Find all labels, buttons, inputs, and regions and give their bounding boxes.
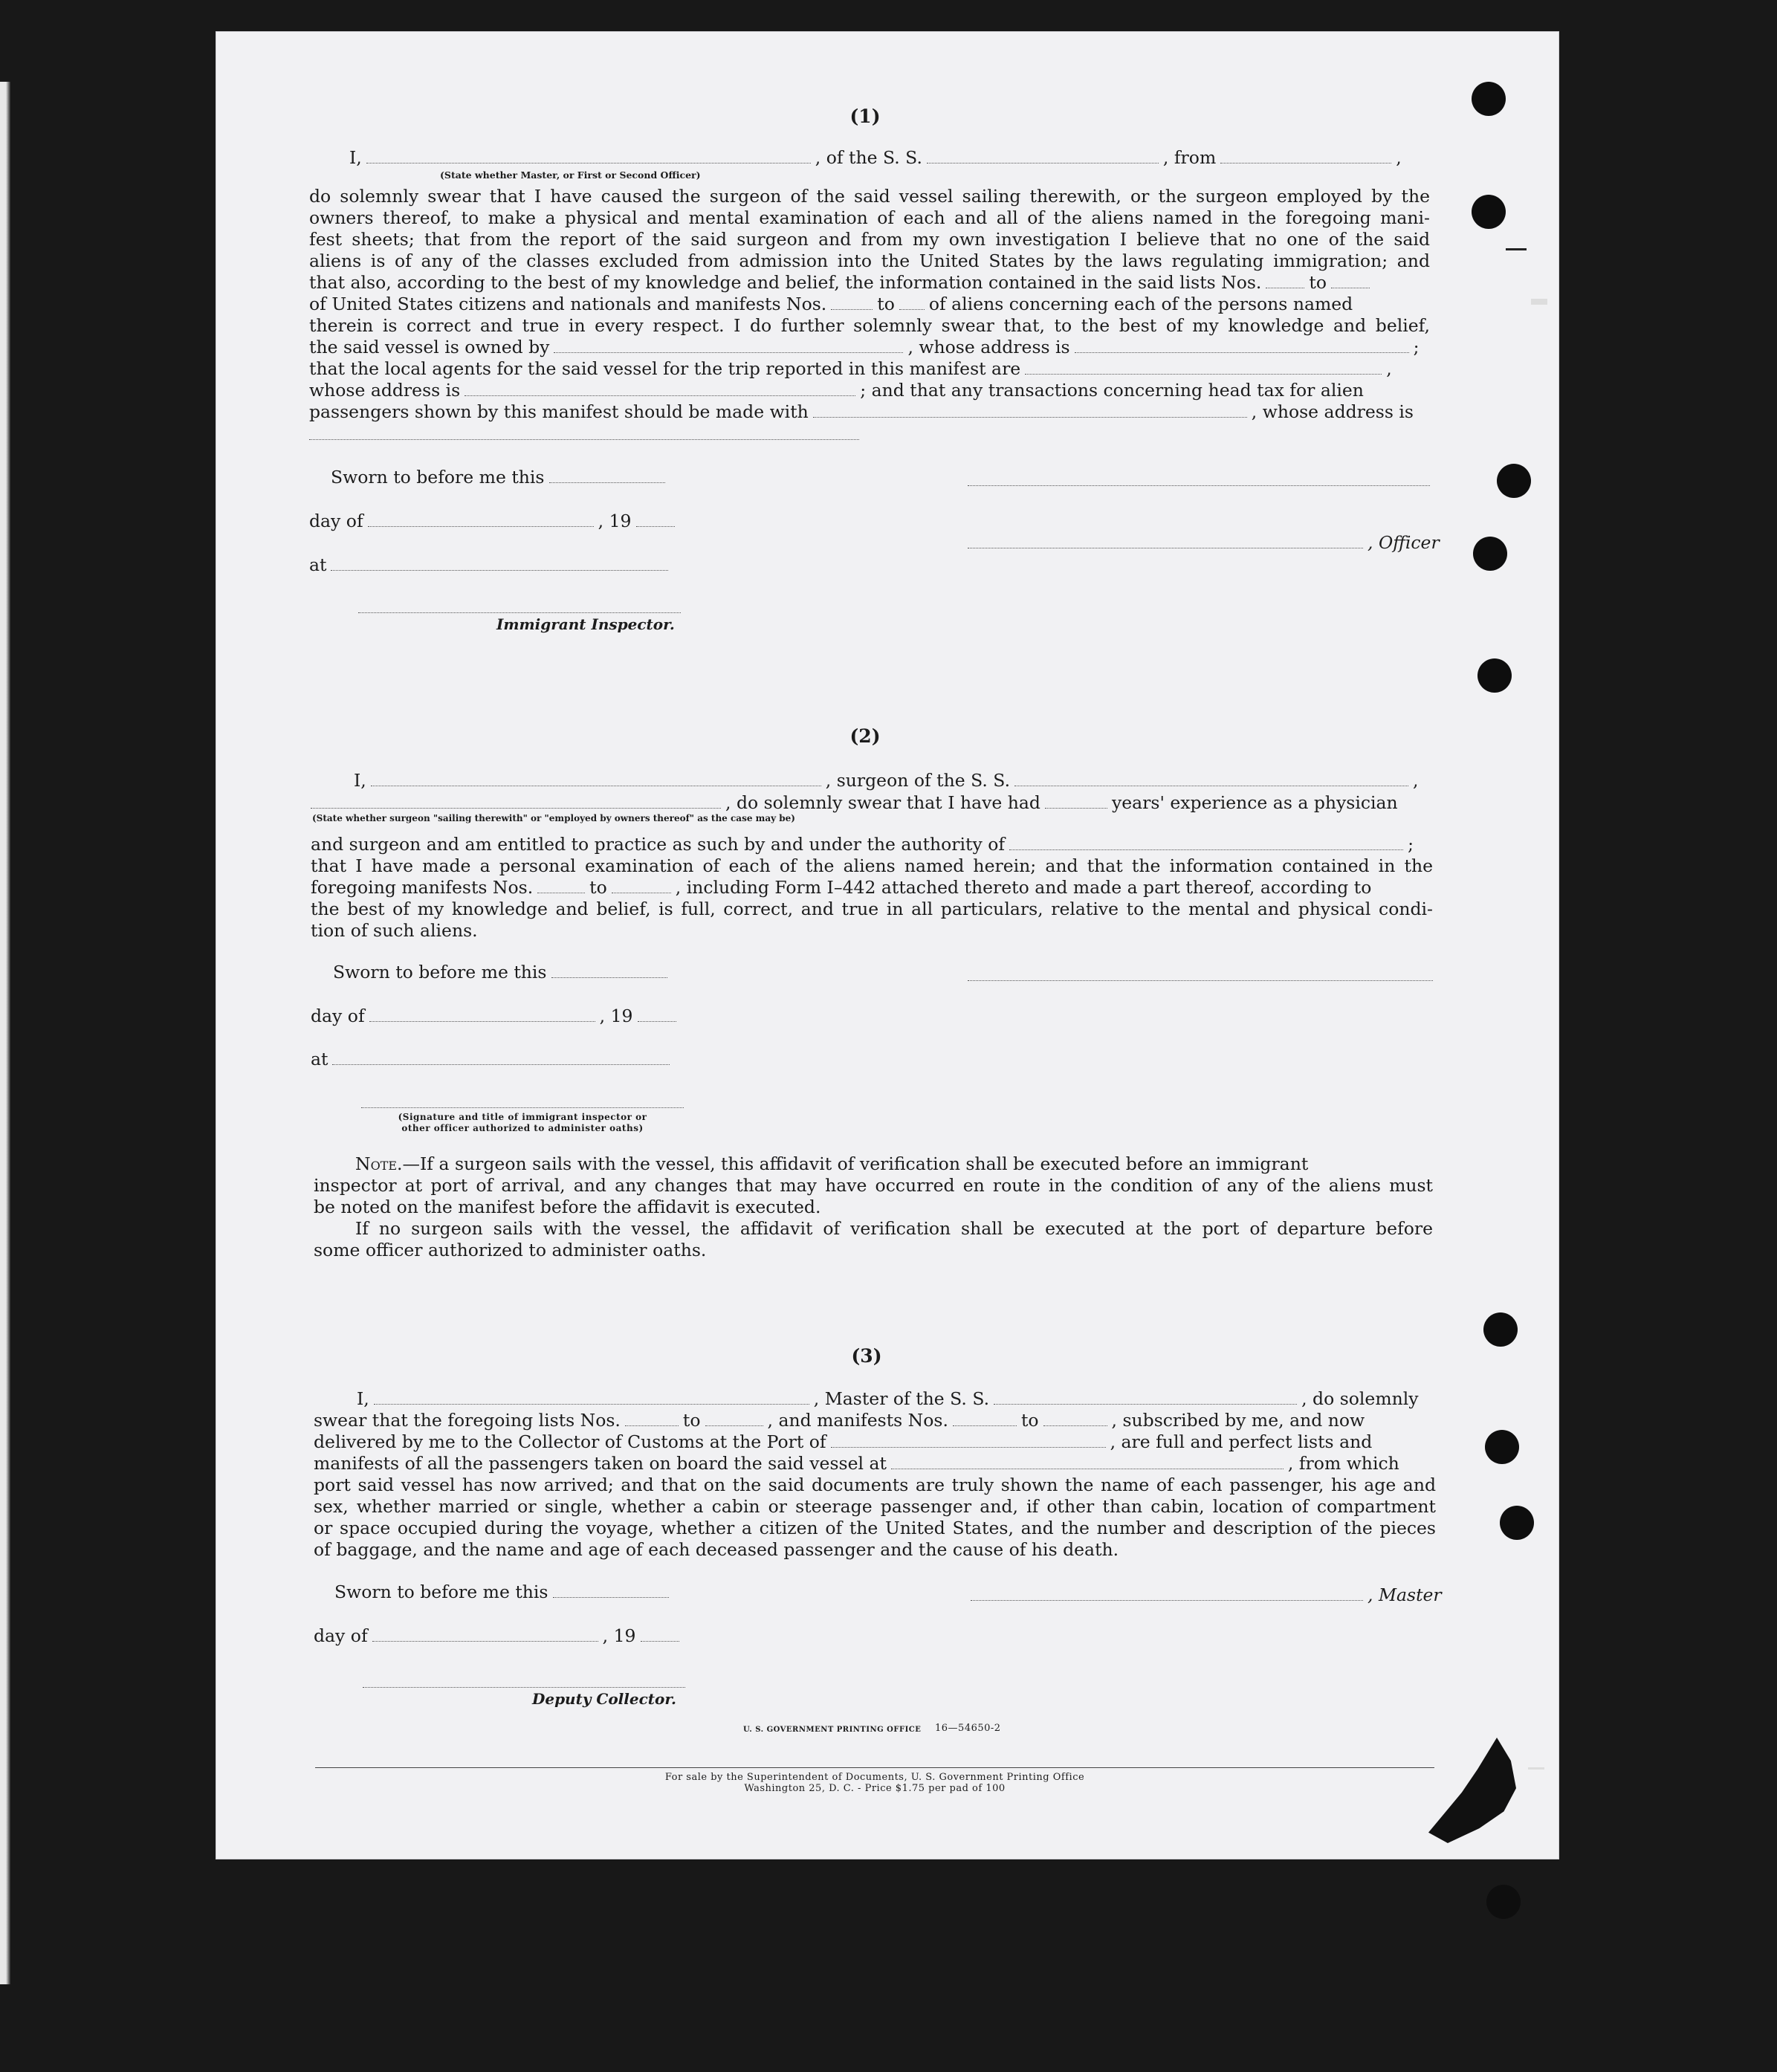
- punch-hole: [1473, 537, 1507, 571]
- s2-surgeon-signature-field[interactable]: [968, 979, 1433, 981]
- scan-border: [0, 82, 10, 1984]
- section-1-number: (1): [849, 106, 881, 127]
- s3-sworn-line: Sworn to before me this: [334, 1581, 673, 1603]
- s2-year-field[interactable]: [638, 1008, 676, 1022]
- s2-at-place-field[interactable]: [332, 1051, 670, 1065]
- s1-line-11: passengers shown by this manifest should be made with , whose address is: [309, 401, 1414, 422]
- s2-line-1: I, , surgeon of the S. S. ,: [354, 770, 1419, 791]
- section-3-number: (3): [851, 1345, 882, 1367]
- punch-hole: [1486, 1885, 1521, 1919]
- s2-line-2: , do solemnly swear that I have had years' experience as a physician: [311, 792, 1433, 814]
- punch-hole: [1500, 1506, 1534, 1540]
- sale-notice-1: For sale by the Superintendent of Documents, U. S. Government Printing Office: [664, 1772, 1085, 1783]
- scan-mark: [1506, 248, 1527, 250]
- s2-note2-line: If no surgeon sails with the vessel, the affidavit of verification shall be executed at the port of departure before: [355, 1218, 1433, 1239]
- s1-day-line: day of , 19: [309, 511, 679, 532]
- s2-sworn-day-field[interactable]: [551, 964, 667, 978]
- s1-agent-address-field[interactable]: [465, 382, 855, 396]
- s3-boarding-port-field[interactable]: [891, 1455, 1284, 1469]
- s3-sworn-day-field[interactable]: [553, 1584, 669, 1598]
- footer-rule: [315, 1767, 1434, 1768]
- s1-at-line: at: [309, 554, 673, 576]
- s2-note-line: be noted on the manifest before the affidavit is executed.: [314, 1197, 821, 1217]
- s1-line-6: of United States citizens and nationals and manifests Nos. to of aliens concerning each of the persons named: [309, 294, 1353, 314]
- s2-status-caption: (State whether surgeon "sailing therewith" or "employed by owners thereof" as the case may be): [312, 813, 795, 823]
- s1-owner-address-field[interactable]: [1075, 339, 1409, 353]
- s3-manifests-from-field[interactable]: [953, 1412, 1017, 1426]
- s1-manifests-from-field[interactable]: [831, 296, 873, 310]
- s3-lists-to-field[interactable]: [705, 1412, 763, 1426]
- scan-mark: [1531, 299, 1547, 305]
- s1-vessel-name-field[interactable]: [927, 149, 1159, 164]
- s3-year-field[interactable]: [641, 1628, 679, 1642]
- sale-notice-2: Washington 25, D. C. - Price $1.75 per pad of 100: [744, 1783, 1006, 1794]
- s1-inspector-label: Immigrant Inspector.: [496, 615, 675, 633]
- s1-address-continuation-field[interactable]: [309, 438, 859, 440]
- s3-body-line: of baggage, and the name and age of each deceased passenger and the cause of his death.: [314, 1539, 1119, 1560]
- s2-line-3: and surgeon and am entitled to practice as such by and under the authority of ;: [311, 834, 1414, 855]
- s1-line-8: the said vessel is owned by , whose address is ;: [309, 337, 1420, 357]
- punch-hole: [1497, 464, 1531, 498]
- punch-hole: [1483, 1312, 1518, 1347]
- s1-sworn-day-field[interactable]: [549, 469, 665, 483]
- section-2-number: (2): [849, 725, 881, 747]
- s1-body-line: therein is correct and true in every respect. I do further solemnly swear that, to the best of my knowledge and belief,: [309, 315, 1430, 336]
- s1-officer-line: , Officer: [968, 532, 1443, 554]
- s3-collector-signature-field[interactable]: [363, 1686, 685, 1688]
- s3-day-line: day of , 19: [314, 1625, 684, 1647]
- s1-line-5: that also, according to the best of my knowledge and belief, the information contained in the said lists Nos. to: [309, 272, 1430, 294]
- s1-sworn-line: Sworn to before me this: [331, 467, 670, 488]
- s2-sworn-line: Sworn to before me this: [333, 962, 672, 983]
- s2-note2-line: some officer authorized to administer oaths.: [314, 1240, 707, 1260]
- s3-collector-label: Deputy Collector.: [532, 1690, 677, 1708]
- s1-rank-caption: (State whether Master, or First or Second Officer): [440, 169, 701, 181]
- s1-owner-field[interactable]: [554, 339, 903, 353]
- s1-local-agents-field[interactable]: [1025, 360, 1382, 375]
- s2-at-line: at: [311, 1049, 674, 1070]
- s3-body-line: port said vessel has now arrived; and that on the said documents are truly shown the name of each passenger, his age and: [314, 1474, 1436, 1495]
- s2-note-line-1: Note.—If a surgeon sails with the vessel, this affidavit of verification shall be executed before an immigrant: [355, 1153, 1309, 1174]
- s1-body-line: owners thereof, to make a physical and mental examination of each and all of the aliens named in the foregoing mani-: [309, 207, 1430, 228]
- s2-day-line: day of , 19: [311, 1006, 681, 1027]
- s1-body-line: do solemnly swear that I have caused the surgeon of the said vessel sailing therewith, or the surgeon employed by the: [309, 186, 1430, 207]
- s2-surgeon-name-field[interactable]: [371, 772, 821, 786]
- punch-hole: [1472, 82, 1506, 116]
- s3-master-name-field[interactable]: [374, 1390, 809, 1405]
- s1-manifests-to-field[interactable]: [899, 296, 925, 310]
- s3-manifests-to-field[interactable]: [1043, 1412, 1107, 1426]
- s3-master-line: , Master: [971, 1584, 1446, 1606]
- s2-note-line: inspector at port of arrival, and any changes that may have occurred en route in the condition of any of the aliens must: [314, 1175, 1433, 1196]
- punch-hole: [1485, 1430, 1519, 1464]
- s3-body-line: sex, whether married or single, whether a cabin or steerage passenger and, if other than cabin, location of compartment: [314, 1496, 1436, 1517]
- s1-inspector-signature-field[interactable]: [358, 611, 681, 613]
- punch-hole: [1472, 195, 1506, 229]
- s3-line-2: swear that the foregoing lists Nos. to , and manifests Nos. to , subscribed by me, and now: [314, 1410, 1365, 1431]
- s1-officer-rank-field[interactable]: [366, 149, 811, 164]
- s2-month-field[interactable]: [369, 1008, 595, 1022]
- s2-sig-caption-2: other officer authorized to administer oaths): [401, 1123, 644, 1133]
- s3-line-4: manifests of all the passengers taken on board the said vessel at , from which: [314, 1453, 1399, 1474]
- s3-body-line: or space occupied during the voyage, whether a citizen of the United States, and the number and description of the pieces: [314, 1518, 1436, 1538]
- s3-master-signature-field[interactable]: [971, 1587, 1363, 1601]
- s2-body-line: tion of such aliens.: [311, 920, 478, 941]
- s3-line-1: I, , Master of the S. S. , do solemnly: [357, 1388, 1419, 1409]
- s3-line-3: delivered by me to the Collector of Customs at the Port of , are full and perfect lists and: [314, 1431, 1373, 1452]
- s1-lists-from-field[interactable]: [1266, 274, 1304, 288]
- s2-surgeon-status-field[interactable]: [311, 794, 721, 809]
- scan-mark: [1528, 1767, 1544, 1770]
- s2-vessel-name-field[interactable]: [1014, 772, 1408, 786]
- s1-officer-signature-field[interactable]: [968, 484, 1430, 486]
- s1-at-place-field[interactable]: [331, 557, 668, 571]
- s1-from-port-field[interactable]: [1220, 149, 1391, 164]
- s2-years-experience-field[interactable]: [1045, 794, 1107, 809]
- s3-vessel-name-field[interactable]: [994, 1390, 1297, 1405]
- s3-port-field[interactable]: [831, 1434, 1106, 1448]
- s2-body-line: the best of my knowledge and belief, is full, correct, and true in all particulars, relative to the mental and physical condi-: [311, 899, 1433, 919]
- s1-head-tax-party-field[interactable]: [813, 404, 1247, 418]
- s1-body-line: aliens is of any of the classes excluded from admission into the United States by the laws regulating immigration; and: [309, 250, 1430, 271]
- s1-line-9: that the local agents for the said vessel for the trip reported in this manifest are ,: [309, 358, 1392, 379]
- s2-line-5: foregoing manifests Nos. to , including Form I–442 attached thereto and made a part thereof, according to: [311, 877, 1372, 898]
- s2-authority-field[interactable]: [1009, 836, 1403, 850]
- form-number: 16—54650-2: [935, 1723, 1001, 1734]
- s3-lists-from-field[interactable]: [625, 1412, 679, 1426]
- s2-sig-caption-1: (Signature and title of immigrant inspector or: [398, 1112, 647, 1122]
- gpo-imprint: U. S. GOVERNMENT PRINTING OFFICE: [743, 1726, 922, 1734]
- form-page: [216, 31, 1559, 1859]
- s2-body-line: that I have made a personal examination of each of the aliens named herein; and that the information contained in the: [311, 855, 1433, 876]
- s1-body-line: fest sheets; that from the report of the said surgeon and from my own investigation I believe that no one of the said: [309, 229, 1430, 250]
- s1-line-10: whose address is ; and that any transactions concerning head tax for alien: [309, 380, 1364, 401]
- s1-year-field[interactable]: [636, 513, 675, 527]
- s2-inspector-signature-field[interactable]: [361, 1106, 684, 1108]
- s3-month-field[interactable]: [372, 1628, 598, 1642]
- s1-month-field[interactable]: [368, 513, 594, 527]
- s2-manifests-from-field[interactable]: [537, 879, 585, 893]
- s1-lists-to-field[interactable]: [1331, 274, 1370, 288]
- s1-officer-title-field[interactable]: [968, 534, 1363, 548]
- s2-manifests-to-field[interactable]: [612, 879, 671, 893]
- punch-hole: [1477, 658, 1512, 693]
- s1-line-first: I, , of the S. S. , from ,: [349, 147, 1402, 168]
